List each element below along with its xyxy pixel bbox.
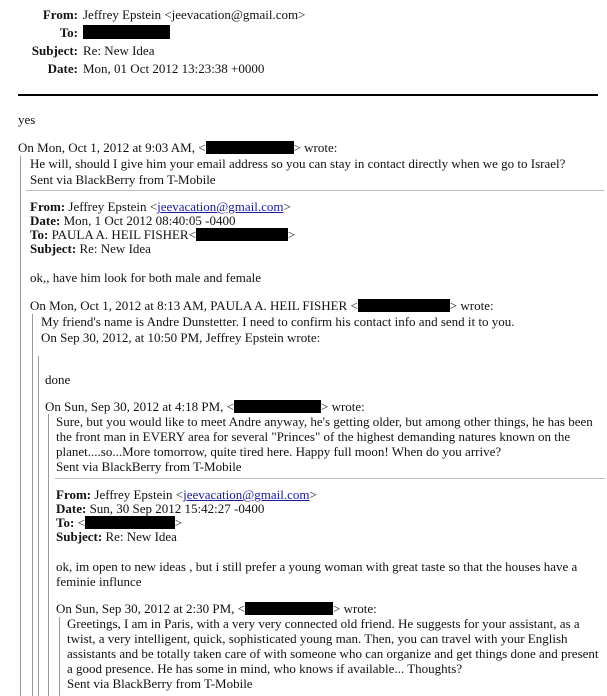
redaction-box [206,141,294,154]
msg-to: To: < > [56,515,183,530]
header-divider [18,94,598,96]
message-separator [26,190,604,191]
quote-line: On Sep 30, 2012, at 10:50 PM, Jeffrey Epstein wrote: [41,330,321,345]
msg-body: ok, im open to new ideas , but i still prefer a young woman with great taste so that the houses have a [56,559,578,574]
quote-line: the front man in EVERY area for several "Princes" of the highest demanding natures known on the [56,429,571,444]
redaction-box [85,516,175,529]
date-value: Mon, 01 Oct 2012 13:23:38 +0000 [83,61,265,76]
msg-from: From: Jeffrey Epstein <jeevacation@gmail.com> [30,199,291,214]
date-label: Date: [47,61,78,76]
quote-line: He will, should I give him your email address so you can stay in contact directly when we go to Israel? [30,156,566,171]
quote-intro-end: > wrote: [293,140,338,155]
msg-date: Date: Mon, 1 Oct 2012 08:40:05 -0400 [30,213,236,228]
quote-line: Sent via BlackBerry from T-Mobile [30,172,216,187]
redaction-box [245,602,333,615]
msg-date: Date: Sun, 30 Sep 2012 15:42:27 -0400 [56,501,265,516]
quote-line: twist, a very intelligent, quick, sophisticated young man. Then, you can travel with your English [67,631,568,646]
subject-label: Subject: [31,43,78,58]
quote-bar [38,356,39,696]
email-link[interactable]: jeevacation@gmail.com [183,487,310,502]
msg-subject: Subject: Re: New Idea [56,529,177,544]
reply-text: done [45,372,71,387]
redaction-box [234,400,321,413]
to-label: To: [59,25,78,40]
quote-line: Sure, but you would like to meet Andre anyway, he's getting older, but among other things, he has been [56,414,593,429]
quote-intro: On Sun, Sep 30, 2012 at 2:30 PM, < > wrote: [56,601,377,616]
message-separator [55,478,605,479]
subject-value: Re: New Idea [83,43,155,58]
quote-line: My friend's name is Andre Dunstetter. I need to confirm his contact info and send it to you. [41,314,515,329]
quote-line: Sent via BlackBerry from T-Mobile [56,459,242,474]
quote-line: a good presence. He has some in mind, who knows if available... Thoughts? [67,661,463,676]
quote-line: assistants and be totally taken care of with someone who can organize and get things done and present [67,646,599,661]
quote-line: planet....so...More tomorrow, quite tired here. Happy full moon! When do you arrive? [56,444,502,459]
msg-body: feminie influnce [56,574,142,589]
msg-from: From: Jeffrey Epstein <jeevacation@gmail.com> [56,487,317,502]
msg-to: To: PAULA A. HEIL FISHER< > [30,227,296,242]
quote-intro [18,140,337,156]
email-link[interactable]: jeevacation@gmail.com [157,199,284,214]
quote-line: Sent via BlackBerry from T-Mobile [67,676,253,691]
quote-intro: On Sun, Sep 30, 2012 at 4:18 PM, < > wrote: [45,399,365,414]
msg-body: ok,, have him look for both male and female [30,270,262,285]
from-label: From: [42,7,78,22]
redaction-box [358,299,450,312]
quote-bar [48,414,49,696]
msg-subject: Subject: Re: New Idea [30,241,151,256]
redaction-box [196,228,288,241]
quote-bar [20,156,21,696]
quote-bar [59,617,60,696]
quote-line: Greetings, I am in Paris, with a very very connected old friend. He suggests for your assistant, as a [67,616,580,631]
from-value: Jeffrey Epstein <jeevacation@gmail.com> [83,7,306,22]
reply-text: yes [18,112,36,127]
quote-intro-text: On Mon, Oct 1, 2012 at 9:03 AM, < [18,140,206,155]
quote-bar [32,314,33,696]
redaction-box [83,25,170,39]
quote-intro: On Mon, Oct 1, 2012 at 8:13 AM, PAULA A. HEIL FISHER < > wrote: [30,298,494,313]
